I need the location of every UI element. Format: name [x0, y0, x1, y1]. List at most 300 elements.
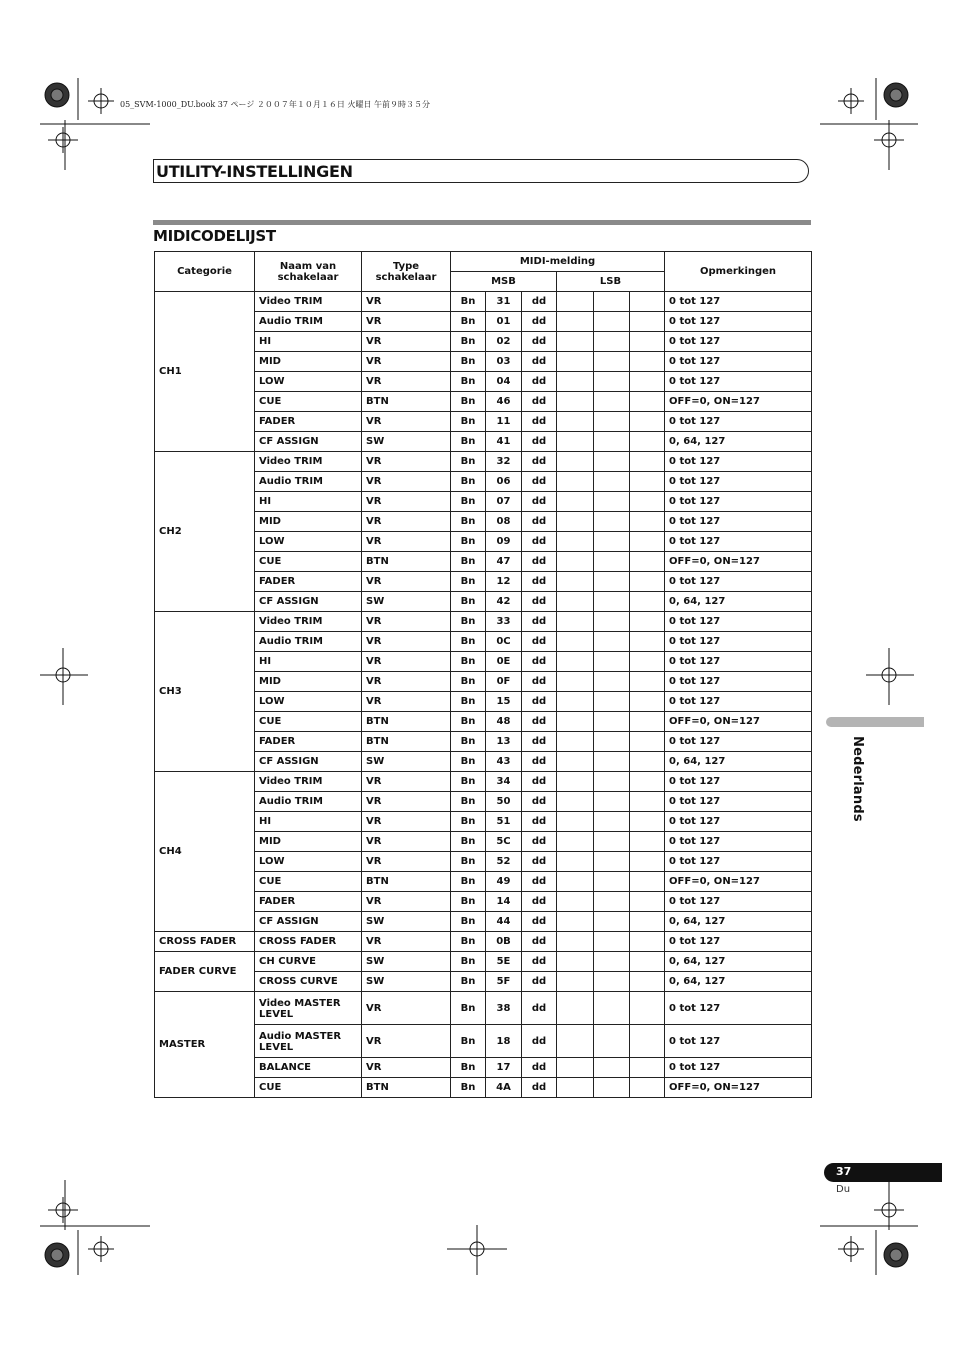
lsb-cell — [557, 432, 594, 452]
remarks-cell: 0 tot 127 — [665, 932, 812, 952]
lsb-cell — [630, 812, 665, 832]
remarks-cell: 0 tot 127 — [665, 572, 812, 592]
switch-name-cell: CUE — [255, 552, 362, 572]
msb-status-cell: Bn — [451, 912, 486, 932]
msb-status-cell: Bn — [451, 592, 486, 612]
msb-value-cell: dd — [522, 412, 557, 432]
lsb-cell — [557, 1025, 594, 1058]
lsb-cell — [594, 512, 630, 532]
switch-name-cell: FADER — [255, 732, 362, 752]
msb-status-cell: Bn — [451, 392, 486, 412]
msb-value-cell: dd — [522, 452, 557, 472]
remarks-cell: OFF=0, ON=127 — [665, 552, 812, 572]
lsb-cell — [630, 552, 665, 572]
switch-name-cell: FADER — [255, 892, 362, 912]
lsb-cell — [630, 672, 665, 692]
switch-name-cell: HI — [255, 652, 362, 672]
remarks-cell: 0 tot 127 — [665, 472, 812, 492]
lsb-cell — [630, 1078, 665, 1098]
lsb-cell — [557, 1058, 594, 1078]
switch-type-cell: VR — [362, 852, 451, 872]
section-title: UTILITY-INSTELLINGEN — [156, 162, 353, 181]
msb-value-cell: dd — [522, 392, 557, 412]
switch-type-cell: VR — [362, 632, 451, 652]
msb-code-cell: 0B — [486, 932, 522, 952]
remarks-cell: 0 tot 127 — [665, 632, 812, 652]
msb-code-cell: 03 — [486, 352, 522, 372]
switch-name-cell: CF ASSIGN — [255, 752, 362, 772]
category-cell: FADER CURVE — [155, 952, 255, 992]
msb-value-cell: dd — [522, 772, 557, 792]
switch-name-cell: CF ASSIGN — [255, 432, 362, 452]
lsb-cell — [630, 632, 665, 652]
switch-type-cell: BTN — [362, 1078, 451, 1098]
msb-status-cell: Bn — [451, 732, 486, 752]
table-row — [155, 952, 812, 972]
switch-name-cell: HI — [255, 332, 362, 352]
msb-code-cell: 33 — [486, 612, 522, 632]
msb-code-cell: 15 — [486, 692, 522, 712]
switch-name-cell: Audio TRIM — [255, 312, 362, 332]
msb-value-cell: dd — [522, 652, 557, 672]
lsb-cell — [557, 812, 594, 832]
lsb-cell — [594, 792, 630, 812]
lsb-cell — [594, 692, 630, 712]
switch-type-cell: SW — [362, 592, 451, 612]
msb-value-cell: dd — [522, 292, 557, 312]
msb-status-cell: Bn — [451, 612, 486, 632]
remarks-cell: 0 tot 127 — [665, 372, 812, 392]
switch-type-cell: VR — [362, 572, 451, 592]
switch-type-cell: VR — [362, 532, 451, 552]
switch-name-cell: LOW — [255, 852, 362, 872]
switch-type-cell: VR — [362, 292, 451, 312]
lsb-cell — [557, 352, 594, 372]
category-cell: CROSS FADER — [155, 932, 255, 952]
switch-name-cell: Video MASTER LEVEL — [255, 992, 362, 1025]
switch-type-cell: VR — [362, 512, 451, 532]
switch-type-cell: BTN — [362, 552, 451, 572]
msb-code-cell: 12 — [486, 572, 522, 592]
msb-value-cell: dd — [522, 1025, 557, 1058]
lsb-cell — [594, 872, 630, 892]
remarks-cell: 0, 64, 127 — [665, 592, 812, 612]
lsb-cell — [557, 572, 594, 592]
msb-status-cell: Bn — [451, 492, 486, 512]
remarks-cell: 0 tot 127 — [665, 412, 812, 432]
remarks-cell: OFF=0, ON=127 — [665, 1078, 812, 1098]
msb-code-cell: 09 — [486, 532, 522, 552]
msb-code-cell: 17 — [486, 1058, 522, 1078]
msb-code-cell: 51 — [486, 812, 522, 832]
lsb-cell — [630, 312, 665, 332]
lsb-cell — [594, 672, 630, 692]
lsb-cell — [630, 492, 665, 512]
msb-value-cell: dd — [522, 892, 557, 912]
msb-value-cell: dd — [522, 332, 557, 352]
lsb-cell — [594, 752, 630, 772]
switch-type-cell: VR — [362, 412, 451, 432]
lsb-cell — [630, 852, 665, 872]
msb-code-cell: 34 — [486, 772, 522, 792]
remarks-cell: 0 tot 127 — [665, 492, 812, 512]
switch-name-cell: Video TRIM — [255, 772, 362, 792]
msb-value-cell: dd — [522, 612, 557, 632]
lsb-cell — [594, 572, 630, 592]
msb-value-cell: dd — [522, 492, 557, 512]
msb-status-cell: Bn — [451, 652, 486, 672]
remarks-cell: 0 tot 127 — [665, 352, 812, 372]
msb-value-cell: dd — [522, 972, 557, 992]
msb-code-cell: 06 — [486, 472, 522, 492]
lsb-cell — [594, 332, 630, 352]
switch-type-cell: VR — [362, 352, 451, 372]
switch-name-cell: Audio MASTER LEVEL — [255, 1025, 362, 1058]
switch-name-cell: LOW — [255, 532, 362, 552]
lsb-cell — [630, 532, 665, 552]
msb-code-cell: 02 — [486, 332, 522, 352]
switch-type-cell: VR — [362, 832, 451, 852]
lsb-cell — [630, 912, 665, 932]
msb-code-cell: 52 — [486, 852, 522, 872]
msb-status-cell: Bn — [451, 532, 486, 552]
msb-status-cell: Bn — [451, 812, 486, 832]
msb-value-cell: dd — [522, 632, 557, 652]
header-msb: MSB — [451, 272, 557, 292]
msb-code-cell: 49 — [486, 872, 522, 892]
msb-value-cell: dd — [522, 872, 557, 892]
lsb-cell — [630, 612, 665, 632]
lsb-cell — [630, 292, 665, 312]
lsb-cell — [557, 532, 594, 552]
msb-value-cell: dd — [522, 552, 557, 572]
lsb-cell — [630, 932, 665, 952]
lsb-cell — [594, 412, 630, 432]
switch-type-cell: VR — [362, 772, 451, 792]
switch-name-cell: LOW — [255, 372, 362, 392]
switch-name-cell: BALANCE — [255, 1058, 362, 1078]
msb-status-cell: Bn — [451, 412, 486, 432]
lsb-cell — [630, 892, 665, 912]
switch-type-cell: VR — [362, 932, 451, 952]
msb-status-cell: Bn — [451, 892, 486, 912]
lsb-cell — [594, 372, 630, 392]
lsb-cell — [594, 392, 630, 412]
msb-code-cell: 04 — [486, 372, 522, 392]
msb-status-cell: Bn — [451, 752, 486, 772]
remarks-cell: 0 tot 127 — [665, 1058, 812, 1078]
msb-code-cell: 0E — [486, 652, 522, 672]
lsb-cell — [594, 292, 630, 312]
lsb-cell — [594, 932, 630, 952]
switch-type-cell: VR — [362, 692, 451, 712]
msb-status-cell: Bn — [451, 692, 486, 712]
lsb-cell — [594, 472, 630, 492]
msb-code-cell: 31 — [486, 292, 522, 312]
switch-name-cell: CROSS CURVE — [255, 972, 362, 992]
lsb-cell — [557, 772, 594, 792]
switch-name-cell: FADER — [255, 572, 362, 592]
msb-code-cell: 14 — [486, 892, 522, 912]
lsb-cell — [630, 772, 665, 792]
switch-name-cell: CH CURVE — [255, 952, 362, 972]
msb-code-cell: 46 — [486, 392, 522, 412]
table-row — [155, 932, 812, 952]
table-row — [155, 452, 812, 472]
msb-status-cell: Bn — [451, 292, 486, 312]
lsb-cell — [594, 612, 630, 632]
msb-code-cell: 48 — [486, 712, 522, 732]
remarks-cell: 0 tot 127 — [665, 512, 812, 532]
lsb-cell — [630, 832, 665, 852]
msb-code-cell: 50 — [486, 792, 522, 812]
table-row — [155, 612, 812, 632]
msb-code-cell: 5F — [486, 972, 522, 992]
lsb-cell — [594, 892, 630, 912]
msb-value-cell: dd — [522, 692, 557, 712]
lsb-cell — [557, 1078, 594, 1098]
msb-status-cell: Bn — [451, 852, 486, 872]
remarks-cell: 0 tot 127 — [665, 532, 812, 552]
switch-name-cell: Audio TRIM — [255, 792, 362, 812]
lsb-cell — [594, 452, 630, 472]
lsb-cell — [557, 512, 594, 532]
table-body — [155, 292, 812, 1098]
lsb-cell — [557, 652, 594, 672]
lsb-cell — [557, 612, 594, 632]
remarks-cell: 0 tot 127 — [665, 292, 812, 312]
lsb-cell — [594, 712, 630, 732]
side-tab — [826, 717, 924, 727]
msb-code-cell: 18 — [486, 1025, 522, 1058]
msb-status-cell: Bn — [451, 972, 486, 992]
lsb-cell — [630, 692, 665, 712]
msb-value-cell: dd — [522, 952, 557, 972]
lsb-cell — [630, 572, 665, 592]
side-language-label: Nederlands — [850, 736, 865, 822]
msb-status-cell: Bn — [451, 372, 486, 392]
msb-status-cell: Bn — [451, 712, 486, 732]
lsb-cell — [594, 592, 630, 612]
lsb-cell — [594, 532, 630, 552]
lsb-cell — [557, 552, 594, 572]
lsb-cell — [557, 412, 594, 432]
remarks-cell: 0 tot 127 — [665, 892, 812, 912]
lsb-cell — [557, 292, 594, 312]
lsb-cell — [630, 452, 665, 472]
msb-code-cell: 47 — [486, 552, 522, 572]
msb-value-cell: dd — [522, 672, 557, 692]
msb-value-cell: dd — [522, 1058, 557, 1078]
msb-status-cell: Bn — [451, 1078, 486, 1098]
lsb-cell — [630, 472, 665, 492]
switch-type-cell: VR — [362, 452, 451, 472]
msb-code-cell: 11 — [486, 412, 522, 432]
lsb-cell — [594, 1058, 630, 1078]
switch-name-cell: CF ASSIGN — [255, 912, 362, 932]
lsb-cell — [594, 1078, 630, 1098]
msb-code-cell: 4A — [486, 1078, 522, 1098]
lsb-cell — [594, 972, 630, 992]
header-naam: Naam van schakelaar — [255, 252, 362, 292]
remarks-cell: 0 tot 127 — [665, 672, 812, 692]
lsb-cell — [594, 552, 630, 572]
msb-status-cell: Bn — [451, 352, 486, 372]
msb-status-cell: Bn — [451, 772, 486, 792]
lsb-cell — [630, 1025, 665, 1058]
switch-type-cell: BTN — [362, 732, 451, 752]
remarks-cell: 0, 64, 127 — [665, 432, 812, 452]
header-lsb: LSB — [557, 272, 665, 292]
switch-type-cell: SW — [362, 972, 451, 992]
switch-type-cell: VR — [362, 672, 451, 692]
lsb-cell — [630, 432, 665, 452]
msb-value-cell: dd — [522, 352, 557, 372]
switch-type-cell: BTN — [362, 712, 451, 732]
switch-name-cell: HI — [255, 492, 362, 512]
lsb-cell — [594, 852, 630, 872]
remarks-cell: 0 tot 127 — [665, 792, 812, 812]
switch-type-cell: VR — [362, 472, 451, 492]
lsb-cell — [557, 372, 594, 392]
remarks-cell: 0, 64, 127 — [665, 752, 812, 772]
lsb-cell — [557, 312, 594, 332]
switch-name-cell: MID — [255, 672, 362, 692]
msb-code-cell: 0F — [486, 672, 522, 692]
remarks-cell: 0 tot 127 — [665, 852, 812, 872]
msb-value-cell: dd — [522, 512, 557, 532]
lsb-cell — [557, 712, 594, 732]
msb-status-cell: Bn — [451, 932, 486, 952]
lsb-cell — [594, 312, 630, 332]
page-number-tab — [824, 1163, 942, 1182]
remarks-cell: 0 tot 127 — [665, 652, 812, 672]
switch-type-cell: VR — [362, 792, 451, 812]
switch-type-cell: VR — [362, 1025, 451, 1058]
switch-name-cell: CUE — [255, 872, 362, 892]
switch-name-cell: MID — [255, 832, 362, 852]
lsb-cell — [594, 492, 630, 512]
lsb-cell — [630, 332, 665, 352]
lsb-cell — [630, 792, 665, 812]
remarks-cell: 0 tot 127 — [665, 612, 812, 632]
remarks-cell: 0 tot 127 — [665, 692, 812, 712]
switch-name-cell: Audio TRIM — [255, 472, 362, 492]
switch-name-cell: CUE — [255, 392, 362, 412]
switch-type-cell: BTN — [362, 872, 451, 892]
msb-status-cell: Bn — [451, 992, 486, 1025]
msb-value-cell: dd — [522, 992, 557, 1025]
switch-name-cell: HI — [255, 812, 362, 832]
msb-status-cell: Bn — [451, 432, 486, 452]
switch-name-cell: CUE — [255, 1078, 362, 1098]
switch-type-cell: VR — [362, 332, 451, 352]
lsb-cell — [557, 752, 594, 772]
lsb-cell — [594, 912, 630, 932]
msb-value-cell: dd — [522, 1078, 557, 1098]
lsb-cell — [557, 852, 594, 872]
lsb-cell — [630, 1058, 665, 1078]
switch-type-cell: VR — [362, 1058, 451, 1078]
msb-value-cell: dd — [522, 792, 557, 812]
lsb-cell — [557, 492, 594, 512]
subsection-title: MIDICODELIJST — [153, 227, 276, 245]
lsb-cell — [594, 992, 630, 1025]
header-opmerkingen: Opmerkingen — [665, 252, 812, 292]
switch-type-cell: SW — [362, 432, 451, 452]
msb-code-cell: 5E — [486, 952, 522, 972]
remarks-cell: 0, 64, 127 — [665, 952, 812, 972]
switch-type-cell: VR — [362, 312, 451, 332]
msb-code-cell: 43 — [486, 752, 522, 772]
switch-name-cell: FADER — [255, 412, 362, 432]
msb-status-cell: Bn — [451, 632, 486, 652]
msb-value-cell: dd — [522, 732, 557, 752]
lsb-cell — [557, 452, 594, 472]
lsb-cell — [630, 652, 665, 672]
lsb-cell — [630, 592, 665, 612]
lsb-cell — [557, 952, 594, 972]
lsb-cell — [630, 392, 665, 412]
msb-value-cell: dd — [522, 712, 557, 732]
msb-code-cell: 42 — [486, 592, 522, 612]
lsb-cell — [557, 632, 594, 652]
msb-status-cell: Bn — [451, 452, 486, 472]
switch-name-cell: LOW — [255, 692, 362, 712]
switch-type-cell: VR — [362, 812, 451, 832]
midi-code-table — [154, 251, 812, 1098]
switch-type-cell: VR — [362, 612, 451, 632]
category-cell: CH3 — [155, 612, 255, 772]
lsb-cell — [594, 772, 630, 792]
lsb-cell — [630, 972, 665, 992]
msb-status-cell: Bn — [451, 312, 486, 332]
msb-value-cell: dd — [522, 592, 557, 612]
msb-value-cell: dd — [522, 912, 557, 932]
table-row — [155, 992, 812, 1025]
remarks-cell: 0, 64, 127 — [665, 972, 812, 992]
switch-name-cell: CF ASSIGN — [255, 592, 362, 612]
remarks-cell: 0 tot 127 — [665, 732, 812, 752]
msb-code-cell: 38 — [486, 992, 522, 1025]
lsb-cell — [557, 792, 594, 812]
lsb-cell — [594, 1025, 630, 1058]
msb-status-cell: Bn — [451, 512, 486, 532]
switch-name-cell: Video TRIM — [255, 452, 362, 472]
lsb-cell — [557, 992, 594, 1025]
lsb-cell — [557, 472, 594, 492]
lsb-cell — [630, 372, 665, 392]
lsb-cell — [594, 432, 630, 452]
lsb-cell — [630, 352, 665, 372]
switch-name-cell: CROSS FADER — [255, 932, 362, 952]
msb-status-cell: Bn — [451, 332, 486, 352]
msb-value-cell: dd — [522, 852, 557, 872]
switch-name-cell: Video TRIM — [255, 292, 362, 312]
page-number: 37 — [836, 1165, 852, 1178]
lsb-cell — [630, 412, 665, 432]
remarks-cell: 0 tot 127 — [665, 832, 812, 852]
remarks-cell: OFF=0, ON=127 — [665, 872, 812, 892]
msb-status-cell: Bn — [451, 832, 486, 852]
lsb-cell — [557, 592, 594, 612]
lsb-cell — [630, 732, 665, 752]
switch-name-cell: Audio TRIM — [255, 632, 362, 652]
table-header — [155, 252, 812, 292]
remarks-cell: 0 tot 127 — [665, 332, 812, 352]
category-cell: MASTER — [155, 992, 255, 1098]
msb-status-cell: Bn — [451, 952, 486, 972]
